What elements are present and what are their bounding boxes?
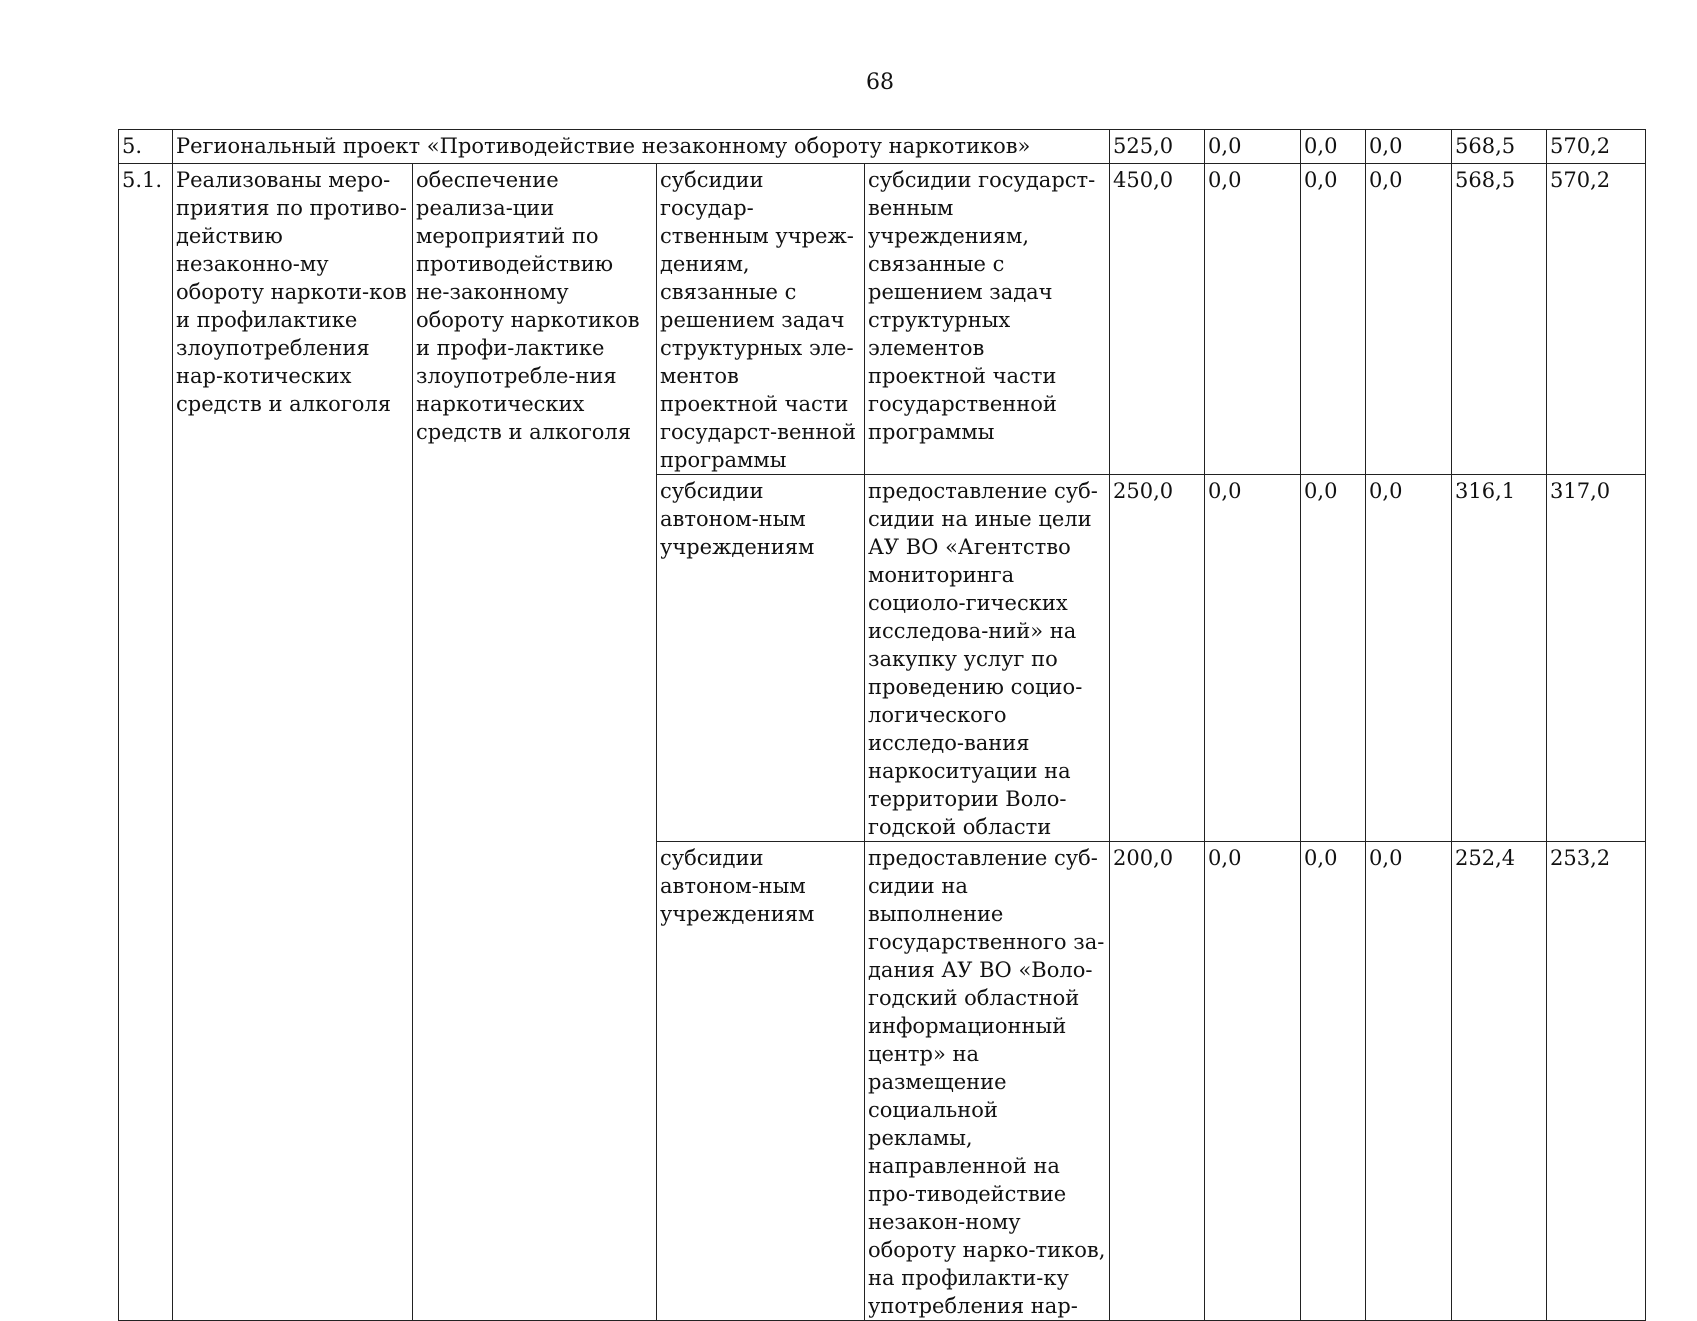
amount-cell: 200,0 [1110,842,1205,1321]
amount-cell: 253,2 [1547,842,1646,1321]
amount-cell: 570,2 [1547,164,1646,475]
amount-cell: 0,0 [1366,475,1452,842]
expense-description: предоставление суб-сидии на выполнение государственного за-дания АУ ВО «Воло-годский областной информационный центр» на размещение социальной рекламы, направленной на про-тиводействие незакон-ному обороту нарко-тиков, на профилакти-ку употребления нар- [865,842,1110,1321]
amount-cell: 0,0 [1205,164,1301,475]
section-value: 0,0 [1366,130,1452,164]
amount-cell: 0,0 [1366,842,1452,1321]
table-row [119,164,1646,475]
item-number: 5.1. [119,164,173,1321]
section-value: 525,0 [1110,130,1205,164]
expense-description: предоставление суб-сидии на иные цели АУ ВО «Агентство мониторинга социоло-гических исследова-ний» на закупку услуг по проведению социо-логического исследо-вания наркоситуации на территории Воло-годской области [865,475,1110,842]
section-number: 5. [119,130,173,164]
section-value: 0,0 [1301,130,1366,164]
amount-cell: 0,0 [1301,164,1366,475]
expense-description: субсидии государст-венным учреждениям, связанные с решением задач структурных элементов проектной части государственной программы [865,164,1110,475]
amount-cell: 568,5 [1452,164,1547,475]
section-value: 0,0 [1205,130,1301,164]
page-number: 68 [866,70,894,95]
item-result: Реализованы меро-приятия по противо-действию незаконно-му обороту наркоти-ков и профилактике злоупотребления нар-котических средств и алкоголя [173,164,413,1321]
expense-type: субсидии автоном-ным учреждениям [657,842,865,1321]
amount-cell: 250,0 [1110,475,1205,842]
amount-cell: 0,0 [1301,475,1366,842]
item-task: обеспечение реализа-ции мероприятий по противодействию не-законному обороту наркотиков и профи-лактике злоупотребле-ния наркотических средств и алкоголя [413,164,657,1321]
amount-cell: 317,0 [1547,475,1646,842]
section-row [119,130,1646,164]
expense-type: субсидии государ-ственным учреж-дениям, связанные с решением задач структурных эле-ментов проектной части государст-венной программы [657,164,865,475]
budget-table [118,129,1646,1321]
amount-cell: 316,1 [1452,475,1547,842]
amount-cell: 252,4 [1452,842,1547,1321]
amount-cell: 0,0 [1366,164,1452,475]
amount-cell: 450,0 [1110,164,1205,475]
section-title: Региональный проект «Противодействие незаконному обороту наркотиков» [173,130,1110,164]
expense-type: субсидии автоном-ным учреждениям [657,475,865,842]
section-value: 570,2 [1547,130,1646,164]
section-value: 568,5 [1452,130,1547,164]
amount-cell: 0,0 [1205,475,1301,842]
amount-cell: 0,0 [1205,842,1301,1321]
amount-cell: 0,0 [1301,842,1366,1321]
